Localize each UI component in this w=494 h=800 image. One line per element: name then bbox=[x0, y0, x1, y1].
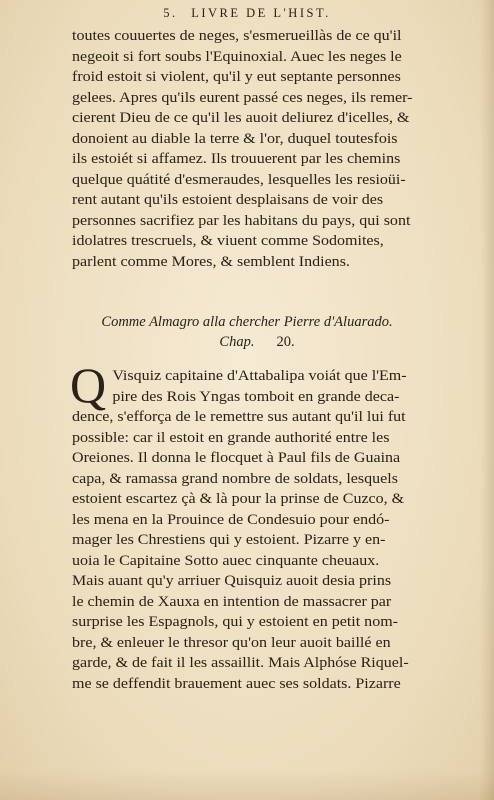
text-line: quelque quátité d'esmeraudes, lesquelles les resioüi- bbox=[72, 171, 406, 188]
chapter-heading bbox=[0, 312, 494, 352]
text-line: capa, & ramassa grand nombre de soldats, lesquels bbox=[72, 470, 398, 487]
text-line: surprise les Espagnols, qui y estoient en petit nom- bbox=[72, 614, 398, 630]
text-line: rent autant qu'ils estoient desplaisans de voir des bbox=[72, 192, 384, 208]
text-line: negeoit si fort soubs l'Equinoxial. Auec les neges le bbox=[72, 48, 402, 65]
paragraph-1 bbox=[72, 26, 482, 272]
text-line: uoia le Capitaine Sotto auec cinquante cheuaux. bbox=[72, 552, 380, 569]
text-line: gelees. Apres qu'ils eurent passé ces neges, ils remer- bbox=[72, 89, 413, 106]
text-line: le chemin de Xauxa en intention de massacrer par bbox=[72, 593, 392, 610]
text-line: dence, s'efforça de le remettre sus autant qu'il lui fut bbox=[72, 409, 406, 425]
text-line: estoient escartez çà & là pour la prinse de Cuzco, & bbox=[72, 491, 405, 507]
page-bottom-shadow bbox=[0, 770, 494, 800]
running-head-title: LIVRE DE L'HIST. bbox=[191, 6, 331, 20]
chapter-number: 20. bbox=[276, 334, 295, 350]
text-line: mager les Chrestiens qui y estoient. Pizarre y en- bbox=[72, 532, 386, 548]
text-line: toutes couuertes de neges, s'esmerueillàs de ce qu'il bbox=[72, 28, 402, 44]
chapter-label bbox=[20, 332, 494, 352]
text-line: Mais auant qu'y arriuer Quisquiz auoit desia prins bbox=[72, 573, 392, 589]
text-line: garde, & de fait il les assaillit. Mais Alphóse Riquel- bbox=[72, 655, 409, 671]
page-edge-shadow bbox=[480, 0, 494, 800]
text-line: les mena en la Prouince de Condesuio pour endó- bbox=[72, 511, 390, 528]
chapter-word: Chap. bbox=[219, 334, 255, 350]
chapter-title: Comme Almagro alla chercher Pierre d'Aluarado. bbox=[101, 314, 393, 330]
text-line: possible: car il estoit en grande authorité entre les bbox=[72, 429, 390, 446]
text-line: personnes sacrifiez par les habitans du pays, qui sont bbox=[72, 212, 411, 229]
text-line: donoient au diable la terre & l'or, duquel toutesfois bbox=[72, 130, 398, 147]
drop-cap: Q bbox=[70, 357, 107, 413]
text-line: parlent comme Mores, & semblent Indiens. bbox=[72, 253, 350, 270]
text-line: ils estoiét si affamez. Ils trouuerent par les chemins bbox=[72, 151, 401, 167]
text-line: froid estoit si violent, qu'il y eut septante personnes bbox=[72, 69, 401, 85]
folio-number: 5. bbox=[163, 6, 178, 20]
running-head bbox=[0, 6, 494, 21]
text-line: idolatres trescruels, & viuent comme Sodomites, bbox=[72, 233, 384, 249]
text-line: pire des Rois Yngas tomboit en grande deca- bbox=[112, 388, 400, 405]
paragraph-2 bbox=[70, 357, 482, 694]
text-line: Oreiones. Il donna le flocquet à Paul fils de Guaina bbox=[72, 450, 401, 466]
text-line: Visquiz capitaine d'Attabalipa voiát que l'Em- bbox=[112, 368, 407, 384]
text-line: me se deffendit brauement auec ses soldats. Pizarre bbox=[72, 675, 401, 692]
text-line: cierent Dieu de ce qu'il les auoit deliurez d'icelles, & bbox=[72, 110, 410, 126]
text-line: bre, & enleuer le thresor qu'on leur auoit baillé en bbox=[72, 634, 391, 651]
